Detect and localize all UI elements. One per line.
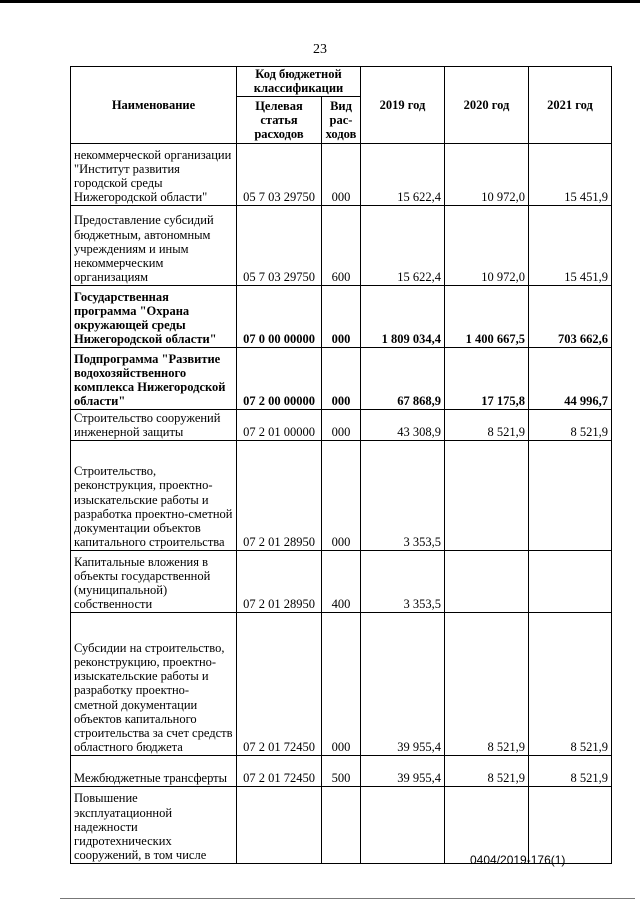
cell-y2019: 39 955,4 <box>361 613 445 756</box>
header-budget-code: Код бюджетной классификации <box>237 67 361 97</box>
cell-type: 400 <box>322 551 361 613</box>
document-id: 0404/2019-176(1) <box>470 853 566 867</box>
table-row <box>71 551 612 613</box>
cell-type: 000 <box>322 613 361 756</box>
cell-code: 05 7 03 29750 <box>237 206 322 286</box>
table-row <box>71 144 612 206</box>
cell-code: 07 2 01 28950 <box>237 551 322 613</box>
cell-type: 000 <box>322 348 361 410</box>
table-row <box>71 286 612 348</box>
table-row <box>71 410 612 441</box>
cell-name: Предоставление субсидий бюджетным, автономным учреждениям и иным некоммерческим организациям <box>71 206 237 286</box>
cell-type: 000 <box>322 144 361 206</box>
cell-name: Капитальные вложения в объекты государственной (муниципальной) собственности <box>71 551 237 613</box>
cell-code: 05 7 03 29750 <box>237 144 322 206</box>
cell-code: 07 2 01 00000 <box>237 410 322 441</box>
cell-y2021: 15 451,9 <box>529 206 612 286</box>
cell-name: Межбюджетные трансферты <box>71 756 237 787</box>
cell-y2021: 703 662,6 <box>529 286 612 348</box>
cell-y2019: 3 353,5 <box>361 551 445 613</box>
cell-code <box>237 787 322 864</box>
cell-y2020: 1 400 667,5 <box>445 286 529 348</box>
cell-code: 07 2 00 00000 <box>237 348 322 410</box>
cell-y2021: 44 996,7 <box>529 348 612 410</box>
cell-y2019: 1 809 034,4 <box>361 286 445 348</box>
header-name: Наименование <box>71 67 237 144</box>
table-row <box>71 348 612 410</box>
cell-name: Субсидии на строительство, реконструкцию, проектно-изыскательские работы и разработку проектно-сметной документации объектов капитального строительства за счет средств областного бюджета <box>71 613 237 756</box>
cell-type: 000 <box>322 286 361 348</box>
cell-code: 07 0 00 00000 <box>237 286 322 348</box>
cell-y2019: 67 868,9 <box>361 348 445 410</box>
cell-y2021: 15 451,9 <box>529 144 612 206</box>
cell-y2019: 15 622,4 <box>361 206 445 286</box>
cell-y2021: 8 521,9 <box>529 756 612 787</box>
cell-y2021: 8 521,9 <box>529 613 612 756</box>
header-expense-type: Вид рас-ходов <box>322 97 361 144</box>
page-number: 23 <box>313 42 327 57</box>
cell-type: 600 <box>322 206 361 286</box>
cell-y2021 <box>529 441 612 551</box>
cell-y2020: 17 175,8 <box>445 348 529 410</box>
bottom-rule <box>60 898 635 899</box>
cell-y2019: 15 622,4 <box>361 144 445 206</box>
cell-y2020: 10 972,0 <box>445 206 529 286</box>
table-row <box>71 206 612 286</box>
cell-y2020: 8 521,9 <box>445 613 529 756</box>
cell-name: Подпрограмма "Развитие водохозяйственного комплекса Нижегородской области" <box>71 348 237 410</box>
cell-name: Строительство сооружений инженерной защиты <box>71 410 237 441</box>
cell-y2019: 39 955,4 <box>361 756 445 787</box>
header-2019: 2019 год <box>361 67 445 144</box>
table-row <box>71 756 612 787</box>
cell-y2019: 43 308,9 <box>361 410 445 441</box>
cell-code: 07 2 01 28950 <box>237 441 322 551</box>
top-rule <box>0 0 640 3</box>
cell-type: 000 <box>322 410 361 441</box>
cell-y2019 <box>361 787 445 864</box>
cell-y2021 <box>529 551 612 613</box>
cell-y2020: 8 521,9 <box>445 410 529 441</box>
cell-name: Повышение эксплуатационной надежности гидротехнических сооружений, в том числе <box>71 787 237 864</box>
cell-y2020 <box>445 551 529 613</box>
table-row <box>71 613 612 756</box>
cell-y2020: 8 521,9 <box>445 756 529 787</box>
cell-y2020 <box>445 441 529 551</box>
header-2020: 2020 год <box>445 67 529 144</box>
cell-y2019: 3 353,5 <box>361 441 445 551</box>
cell-y2020: 10 972,0 <box>445 144 529 206</box>
cell-name: Строительство, реконструкция, проектно-изыскательские работы и разработка проектно-сметной документации объектов капитального строительства <box>71 441 237 551</box>
cell-type: 000 <box>322 441 361 551</box>
cell-code: 07 2 01 72450 <box>237 613 322 756</box>
budget-table <box>70 66 612 864</box>
header-target-article: Целевая статья расходов <box>237 97 322 144</box>
table-row <box>71 441 612 551</box>
cell-y2021: 8 521,9 <box>529 410 612 441</box>
cell-type: 500 <box>322 756 361 787</box>
cell-name: Государственная программа "Охрана окружающей среды Нижегородской области" <box>71 286 237 348</box>
cell-name: некоммерческой организации "Институт развития городской среды Нижегородской области" <box>71 144 237 206</box>
cell-code: 07 2 01 72450 <box>237 756 322 787</box>
header-2021: 2021 год <box>529 67 612 144</box>
cell-type <box>322 787 361 864</box>
